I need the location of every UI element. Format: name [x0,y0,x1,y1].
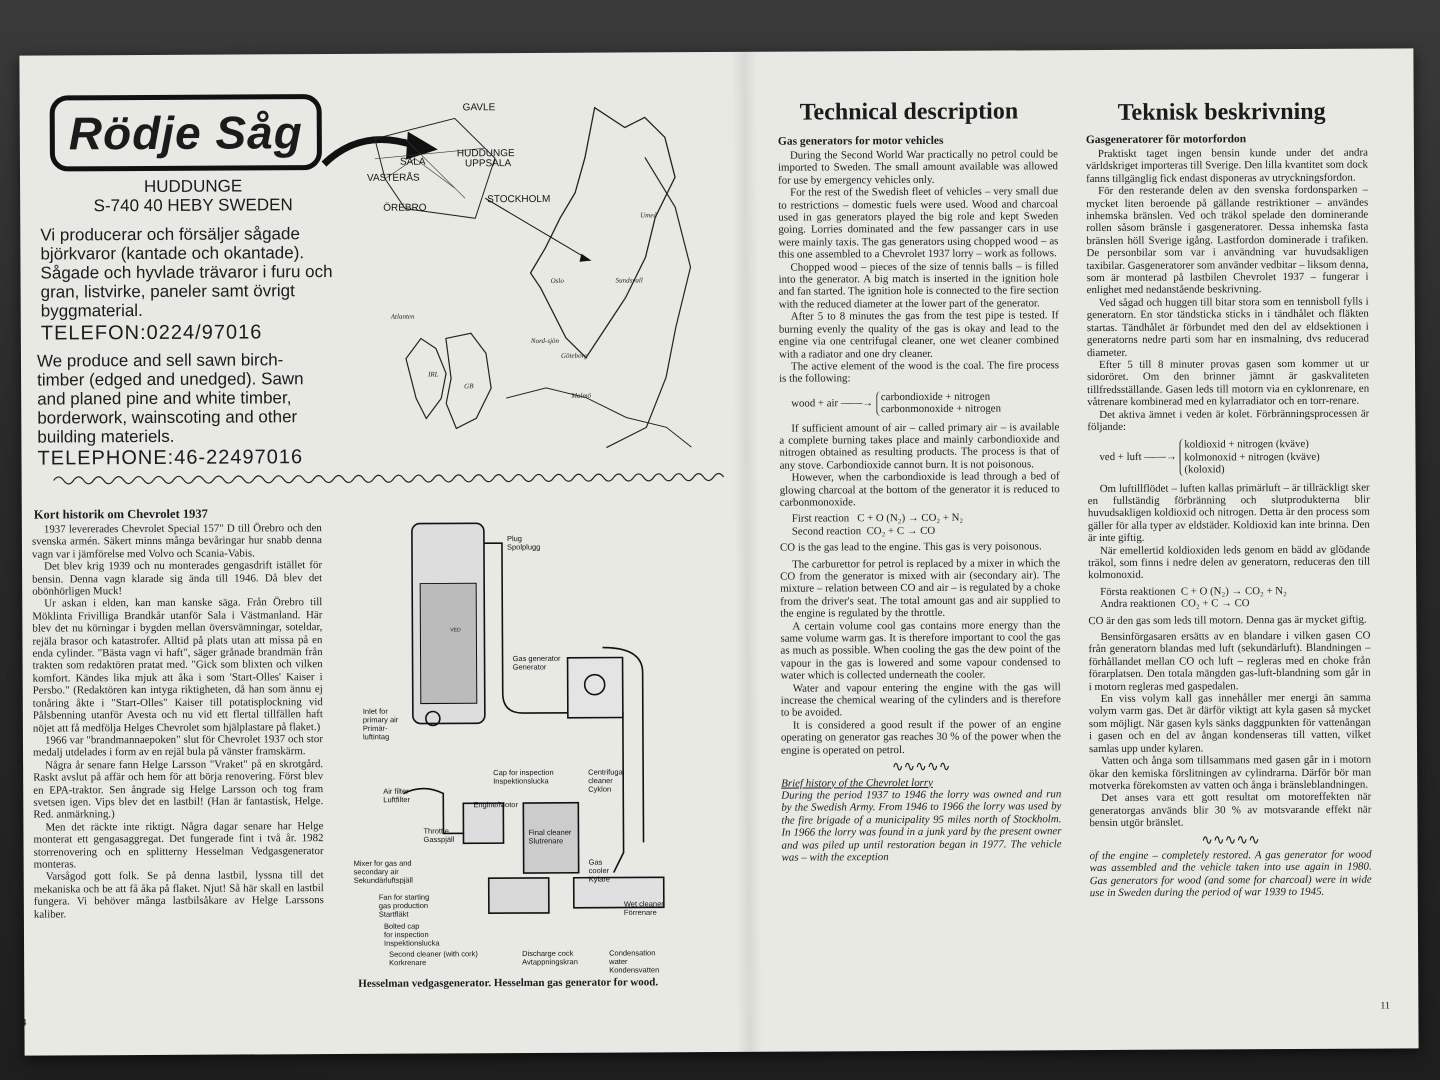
technical-paragraph: After 5 to 8 minutes the gas from the test pipe is tested. If burning evenly the quality of the gas is okay and lead to the engine via one centrifugal cleaner, one wet cleaner combined with a radiator and one dry cleaner. [778,309,1059,361]
technical-paragraph: If sufficient amount of air – called primary air – is available a complete burning takes place and mainly carbondioxide and nitrogen obtained as resulting products. The process is that of any stove. Carbondioxide cannot burn. It is not poisonous. [779,420,1060,472]
map-label: VASTERÅS [367,172,420,184]
formula-rhs-line: koldioxid + nitrogen (kväve) [1184,438,1309,451]
rodje-sag-logo: Rödje Såg [50,94,322,171]
swedish-promo-text: Vi producerar och försäljer sågade björkvaror (kantade och okantade). Sågade och hyvlade trävaror i furu och gran, listvirke, paneler samt övrigt byggmaterial. [40,224,333,321]
formula-rhs-line: carbondioxide + nitrogen [880,390,991,403]
scandinavia-map [345,97,697,469]
history-paragraph: Men det räckte inte riktigt. Några dagar senare har Helge monterat ett gengasaggregat. Det fungerade fint i två år. 1982 storrenovering och en splitterny Hesselman Vedgasgenerator monteras. [33,819,324,871]
diagram-label: Mixer for gas and secondary air Sekundärluftspjäll [353,858,413,885]
diagram-caption: Hesselman vedgasgenerator. Hesselman gas generator for wood. [358,976,659,990]
teknisk-formula [1099,438,1369,477]
ornament: ∿∿∿∿∿ [1201,832,1260,849]
map-label: HUDDUNGE [456,148,515,160]
reaction-label: Andra reaktionen [1100,597,1176,611]
center-fold [731,52,762,1052]
technical-paragraph: Water and vapour entering the engine with the gas will increase the chemical wearing of the cylinders and is therefore to be avoided. [780,680,1061,720]
teknisk-text [1086,147,1372,900]
technical-paragraph: The active element of the wood is the coal. The fire process is the following: [779,359,1060,385]
brochure-spread [16,48,1418,1055]
technical-paragraph: The carburettor for petrol is replaced by a mixer in which the CO from the generator is mixed with air (secondary air). The mixture – relation between CO and air – is regulated by a choke from the driver's seat. The total amount gas and air supplied to the engine is regulated by the throttle. [780,556,1061,620]
teknisk-title: Teknisk beskrivning [1117,98,1326,126]
teknisk-paragraph: Praktiskt taget ingen bensin kunde under det andra världskriget importeras till Sverige. Den lilla kvantitet som dock fanns tillgänglig fick endast disponeras av utryckningsfordon. [1085,146,1369,185]
map-label: STOCKHOLM [487,193,551,206]
teknisk-paragraph: Det anses vara ett gott resultat om motoreffekten när generatorgas används blir 30 % av motsvarande effekt när bensin utgör bränslet. [1089,790,1372,830]
diagram-label: Bolted cap for inspection Inspektionslucka [383,921,440,948]
formula-rhs [876,390,1001,415]
history-paragraph: Det blev krig 1939 och nu monterades gengasdrift istället för bensin. Denna vagn klarade sig ända till 1946. Då blev det obönhörligen Muck! [32,559,323,598]
diagram-label: Gas generator Generator [512,653,561,672]
poison-line: CO is the gas lead to the engine. This gas is very poisonous. [779,540,1042,554]
technical-paragraph: For the rest of the Swedish fleet of vehicles – very small due to restrictions – domestic fuels were used. Wood and charcoal used in gas generators played the big role and kept Sweden going. Lorries dominated and the few passanger cars in use were mainly taxis. The gas generators using chopped wood – as this one assembled to a Chevrolet 1937 lorry – work as follows. [778,185,1059,261]
teknisk-paragraph: Vatten och ånga som tillsammans med gasen går in i motorn ökar den kemiska förslitningen av cylindrarna. Därför bör man motverka förekomsten av vatten och ånga i bränsleblandningen. [1089,753,1372,792]
teknisk-reactions [1100,584,1370,610]
map-label: Umeå [640,211,657,220]
technical-formula [791,390,1059,416]
brief-history-text: During the period 1937 to 1946 the lorry was owned and run by the Swedish Army. From 1946 to 1966 the lorry was used by the fire brigade of a municipality 95 miles north of Stockholm. In 1966 the lorry was found in a junk yard by the present owner and was piled up until restoration began in 1977. The vehicle was – with the exception [781,788,1062,864]
map-label: Atlanten [390,312,415,321]
arrow-icon: ——→ [840,396,876,409]
formula-lhs: wood + air [791,396,839,410]
map-label: ÖREBRO [383,202,427,214]
diagram-label: Inlet for primary air Primär-luftintag [362,706,399,742]
formula-rhs-line: (koloxid) [1184,463,1225,476]
technical-subtitle: Gas generators for motor vehicles [777,134,944,148]
reaction-formula: C + O (N₂) → CO₂ + N₂ [1180,584,1287,598]
technical-paragraph: Chopped wood – pieces of the size of tennis balls – is filled into the generator. A big match is inserted in the ignition hole and fan started. The ignition hole is connected to the fire section with the reduced diameter at the lower part of the generator. [778,259,1059,311]
diagram-label: Cap for inspection Inspektionslucka [493,767,554,786]
teknisk-paragraph: Det aktiva ämnet i veden är kolet. Förbränningsprocessen är följande: [1087,407,1370,434]
diagram-label: Engine/Motor [473,800,518,810]
teknisk-paragraph: För den resterande delen av den svenska fordonsparken – mycket liten beroende på gällande restriktioner – användes inhemska bränslen. Ved och träkol spelade den dominerande rollen såsom bränsle i gasgeneratorer. Dessa inhemska fasta bränslen höll Sverige igång. Lastfordon dominerade i trafiken. De personbilar som var i användning var huvudsakligen taxibilar. Gasgeneratorer som använder vedbitar – liksom denna, som är monterad på lastbilen Chevrolet 1937 – fungerar i enlighet med nedanstående beskrivning. [1086,183,1369,297]
teknisk-paragraph: Om luftillflödet – luften kallas primärluft – är tillräckligt sker en fullständig förbränning och slutprodukterna blir huvudsakligen koldioxid och nitrogen. Detta är den process som gäller för alla typer av eldstäder. Koldioxid kan inte brinna. Den är inte giftig. [1087,481,1370,545]
technical-paragraph: A certain volume cool gas contains more energy than the same volume warm gas. It is therefore important to cool the gas as much as possible. When cooling the gas the dew point of the vapour in the gas is lowered and some vapour condensed to water which is collected underneath the cooler. [780,618,1061,682]
map-label: Göteborg [560,351,588,360]
brief-history-title: Brief history of the Chevrolet lorry [781,776,933,790]
history-title: Kort historik om Chevrolet 1937 [33,506,208,522]
ornament: ∿∿∿∿∿ [891,759,951,776]
diagram-label: Discharge cock Avtappningskran [522,948,578,967]
diagram-label: Throttle Gasspjäll [423,826,455,845]
formula-rhs-line: carbonmonoxide + nitrogen [880,402,1001,416]
diagram-label: Wet cleaner Förrenare [623,899,664,918]
arrow-icon: ——→ [1144,451,1180,464]
map-label: Oslo [550,276,564,285]
formula-rhs [1179,438,1320,476]
history-paragraph: 1966 var "brandmannaepoken" slut för Chevrolet 1937 och stor medalj utdelades i form av en rejäl bula på vänster framskärm. [33,732,324,759]
teknisk-paragraph: Efter 5 till 8 minuter provas gasen som kommer ut ur sidoröret. Om den brinner jämnt är gaskvaliteten tillfredsställande. Gasen leds till motorn via en cyklonrenare, en våtrenare kombinerad med en kylarradiator och en torr-renare. [1087,357,1370,409]
diagram-label: VED [450,627,461,634]
history-paragraph: Några år senare fann Helge Larsson "Vraket" på en skrotgård. Raskt avslut på affär och hem för att börja renovering. Först blev en EPA-traktor. Sen ångrade sig Helge Larsson och tog fram svetsen igen. Vips blev det en lastbil! (Han är fantastisk, Helge. Red. anmärkning.) [33,757,324,821]
english-promo-text: We produce and sell sawn birch-timber (edged and unedged). Sawn and planed pine and white timber, borderwork, wainscoting and other building materiels. [36,350,304,447]
map-label: IRL [428,370,439,379]
english-phone: TELEPHONE:46-22497016 [37,446,304,470]
teknisk-paragraph: Bensinförgasaren ersätts av en blandare i vilken gasen CO från generatorn blandas med luft (sekundärluft). Blandningen – förhållandet mellan CO och luft – regleras med en choke från förarplatsen. Den totala mängden gas-luft-blandning som går in i motorn regleras med gaspedalen. [1088,629,1371,693]
diagram-label: Fan for starting gas production Startfläkt [378,892,430,919]
history-text [32,522,324,921]
poison-line: CO är den gas som leds till motorn. Denna gas är mycket giftig. [1088,613,1367,627]
map-label: GAVLE [462,102,496,114]
map-label: Sundsvall [615,276,643,285]
map-label: SALA [399,156,426,168]
history-paragraph: Varsågod gott folk. Se på denna lastbil, lyssna till det mekaniska och be att få åka på flaket. Njut! Så här skall en lastbil fungera. Vi behöver många lastbilsåkare av Helge Larssons kaliber. [33,869,324,921]
formula-rhs-line: kolmonoxid + nitrogen (kväve) [1184,450,1320,464]
technical-paragraph: However, when the carbondioxide is lead through a bed of glowing charcoal at the bottom of the generator it is reduced to carbonmonoxide. [779,470,1060,509]
reaction-label: First reaction [791,512,850,525]
teknisk-paragraph: När emellertid koldioxiden leds genom en bädd av glödande träkol, som finns i nedre delen av generatorn, reduceras den till kolmonoxid. [1088,543,1371,582]
formula-lhs: ved + luft [1099,451,1142,464]
teknisk-paragraph: Ved sågad och huggen till bitar stora som en tennisboll fylls i generatorn. En stor tändsticka sticks in i tändhålet och fläkten startas. Tändhålet är förbundet med den del av eldsektionen i generatorns nedre parti som har en insmalning, dvs reducerad diameter. [1086,295,1369,359]
brief-history-continued: of the engine – completely restored. A gas generator for wood was assembled and the vehicle taken into use again in 1980. Gas generators for wood (and some for charcoal) were in wide use in Sweden during the period of war 1939 to 1945. [1089,848,1372,900]
technical-paragraph: During the Second World War practically no petrol could be imported to Sweden. The small amount available was allowed for use by emergency vehicles only. [777,148,1059,187]
diagram-label: Final cleaner Slutrenare [528,827,572,846]
postal-address: S-740 40 HEBY SWEDEN [93,195,293,216]
technical-title: Technical description [799,98,1019,126]
diagram-label: Gas cooler Kylare [588,857,611,884]
page-number-left: 14 [16,1017,27,1029]
place-name: HUDDUNGE [143,176,243,197]
technical-text [778,148,1062,864]
diagram-label: Plug Spolplugg [506,534,541,552]
swedish-phone: TELEFON:0224/97016 [40,321,263,345]
map-label: Nord-sjön [530,336,560,345]
history-paragraph: Ur askan i elden, kan man kanske säga. Från Örebro till Möklinta Frivilliga Brandkår utanför Sala i Västmanland. Här blev det nu körningar i bygden mellan översvämningar, soteldar, rejäla brasor och katastrofer. Alltid på plats utan att missa på en enda cylinder. "Bästa vagn vi haft", säger grånade brandmän från trakten som redaktören pratat med. "Gick som blixten och vilken komfort. Kändes lika mjuk att åka i som 'Start-Olles' Kaiser i Persbo." (Redaktören kan intyga riktigheten, då han som ännu ej tonåring åkte i "Start-Olles" Kaiser till potatisplockning vid Pålsbenning utanför Avesta och nu vid ett flertal tillfällen haft nöjet att få medfölja Helges Chevrolet som hjälplastare på flaket.) [32,596,323,735]
teknisk-subtitle: Gasgeneratorer för motorfordon [1085,133,1247,147]
technical-reactions [792,512,1060,538]
diagram-label: Centrifugal cleaner Cyklon [588,767,625,794]
map-label: UPPSALA [464,158,512,170]
gas-generator-diagram [342,512,684,975]
diagram-label: Air filter Luftfilter [383,786,411,805]
reaction-label: Second reaction [791,525,862,538]
company-address [78,176,308,215]
reaction-formula: CO₂ + C → CO [1180,597,1250,610]
diagram-label: Second cleaner (with cork) Korkrenare [389,949,478,968]
decorative-border [54,470,694,487]
reaction-label: Första reaktionen [1100,585,1176,598]
page-number-right: 11 [1380,1000,1391,1012]
diagram-label: Condensation water Kondensvatten [609,948,660,975]
teknisk-paragraph: En viss volym kall gas innehåller mer energi än samma volym varm gas. Det är därför viktigt att kyla gasen så mycket som möjligt. När gasen kyls sänks daggpunkten för vattenångan i gasen och en del av ångan kondenseras till vatten, vilket samlas upp under kylaren. [1088,691,1371,755]
reaction-formula: CO₂ + C → CO [866,524,936,538]
map-label: GB [464,382,474,391]
reaction-formula: C + O (N₂) → CO₂ + N₂ [857,512,964,525]
technical-paragraph: It is considered a good result if the power of an engine operating on generator gas reaches 30 % of the power when the engine is operated on petrol. [780,718,1062,757]
map-label: Malmö [571,391,592,400]
history-paragraph: 1937 levererades Chevrolet Special 157" D till Örebro och den svenska armén. Säkert minns många bevåringar hur snabb denna vagn var i jämförelse med Volvo och Scania-Vabis. [31,522,322,561]
